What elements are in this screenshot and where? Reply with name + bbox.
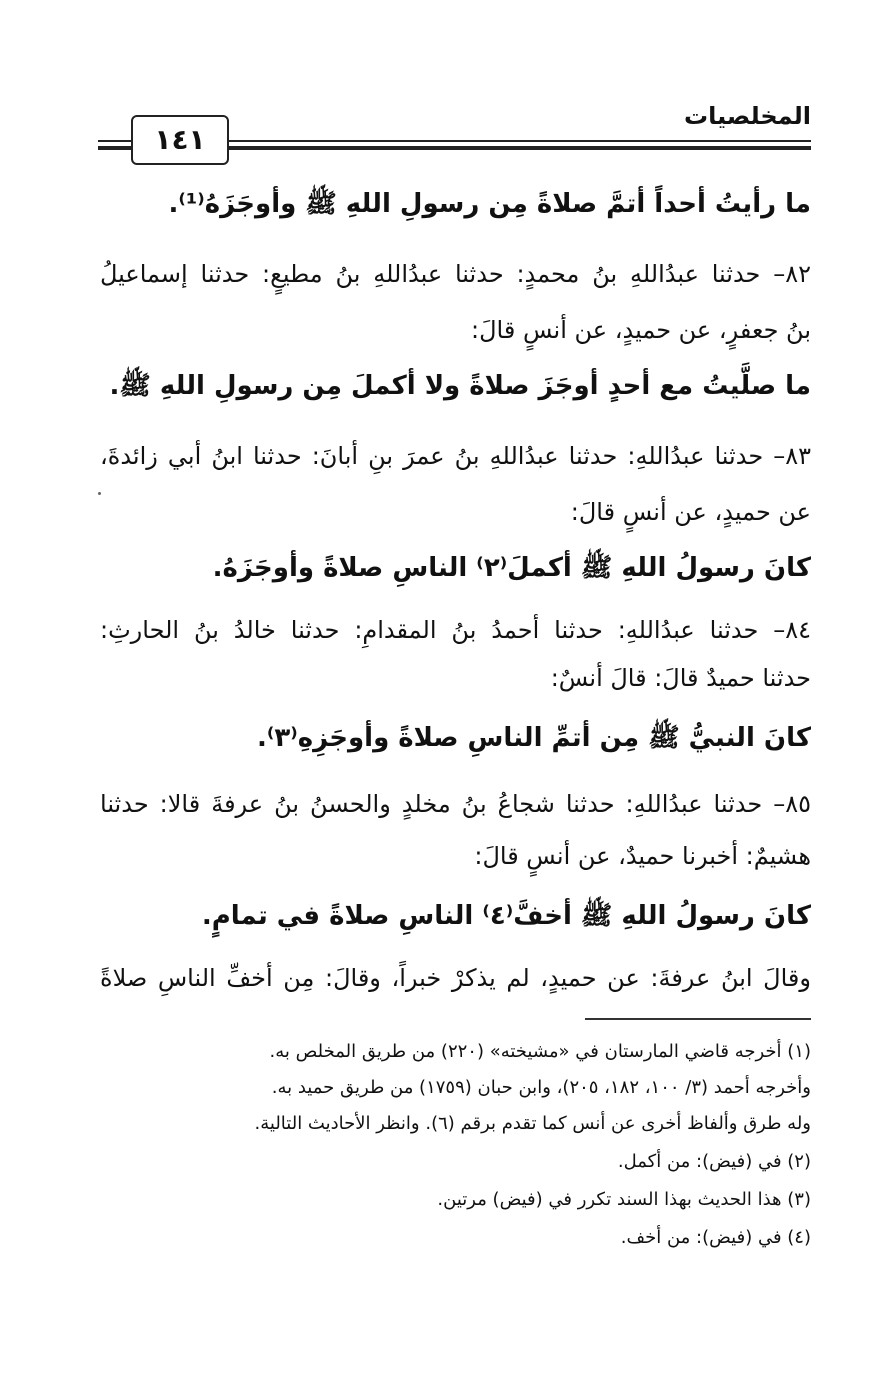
body-line-4: ما صلَّيتُ مع أحدٍ أوجَزَ صلاةً ولا أكملَ مِن رسولِ اللهِ ﷺ. [109,371,811,401]
footnote-line-5: (٣) هذا الحديث بهذا السند تكرر في (فيض) مرتين. [437,1189,811,1210]
footnote-line-1: (١) أخرجه قاضي المارستان في «مشيخته» (٢٢٠) من طريق المخلص به. [269,1041,811,1062]
body-line-14: وقالَ ابنُ عرفةَ: عن حميدٍ، لم يذكرْ خبراً، وقالَ: مِن أخفِّ الناسِ صلاةً [100,964,811,992]
body-line-8: ٨٤– حدثنا عبدُاللهِ: حدثنا أحمدُ بنُ المقدامِ: حدثنا خالدُ بنُ الحارثِ: [100,616,811,644]
body-line-9: حدثنا حميدٌ قالَ: قالَ أنسٌ: [550,664,811,692]
footnote-separator [585,1018,811,1020]
hadith-text-82 [100,360,811,412]
body-line-12: هشيمٌ: أخبرنا حميدٌ، عن أنسٍ قالَ: [474,842,811,870]
hadith-text-85 [100,890,811,942]
body-line-10: كانَ النبيُّ ﷺ مِن أتمِّ الناسِ صلاةً وأوجَزِهِ⁽٣⁾. [257,723,811,753]
body-line-6: عن حميدٍ، عن أنسٍ قالَ: [570,498,811,526]
page-number: ١٤١ [131,115,229,165]
body-line-11: ٨٥– حدثنا عبدُاللهِ: حدثنا شجاعُ بنُ مخلدٍ والحسنُ بنُ عرفةَ قالا: حدثنا [100,790,811,818]
print-speck [98,492,101,495]
body-line-7: كانَ رسولُ اللهِ ﷺ أكملَ⁽٢⁾ الناسِ صلاةً وأوجَزَهُ. [212,553,811,583]
body-line-1: ما رأيتُ أحداً أتمَّ صلاةً مِن رسولِ اللهِ ﷺ وأوجَزَهُ⁽¹⁾. [168,189,811,219]
body-line-13: كانَ رسولُ اللهِ ﷺ أخفَّ⁽٤⁾ الناسِ صلاةً في تمامٍ. [201,901,811,931]
body-line-2: ٨٢– حدثنا عبدُاللهِ بنُ محمدٍ: حدثنا عبدُاللهِ بنُ مطيعٍ: حدثنا إسماعيلُ [100,260,811,288]
hadith-text-81 [100,178,811,230]
footnote-line-2: وأخرجه أحمد (٣/ ١٠٠، ١٨٢، ٢٠٥)، وابن حبان (١٧٥٩) من طريق حميد به. [271,1077,811,1098]
footnote-line-4: (٢) في (فيض): من أكمل. [617,1151,811,1172]
running-title: المخلصيات [684,102,811,130]
hadith-text-83 [100,542,811,594]
footnote-line-3: وله طرق وألفاظ أخرى عن أنس كما تقدم برقم (٦). وانظر الأحاديث التالية. [254,1113,811,1134]
body-line-3: بنُ جعفرٍ، عن حميدٍ، عن أنسٍ قالَ: [471,316,811,344]
footnote-line-6: (٤) في (فيض): من أخف. [620,1227,811,1248]
hadith-text-84 [100,712,811,764]
body-line-5: ٨٣– حدثنا عبدُاللهِ: حدثنا عبدُاللهِ بنُ عمرَ بنِ أبانَ: حدثنا ابنُ أبي زائدةَ، [100,442,811,470]
